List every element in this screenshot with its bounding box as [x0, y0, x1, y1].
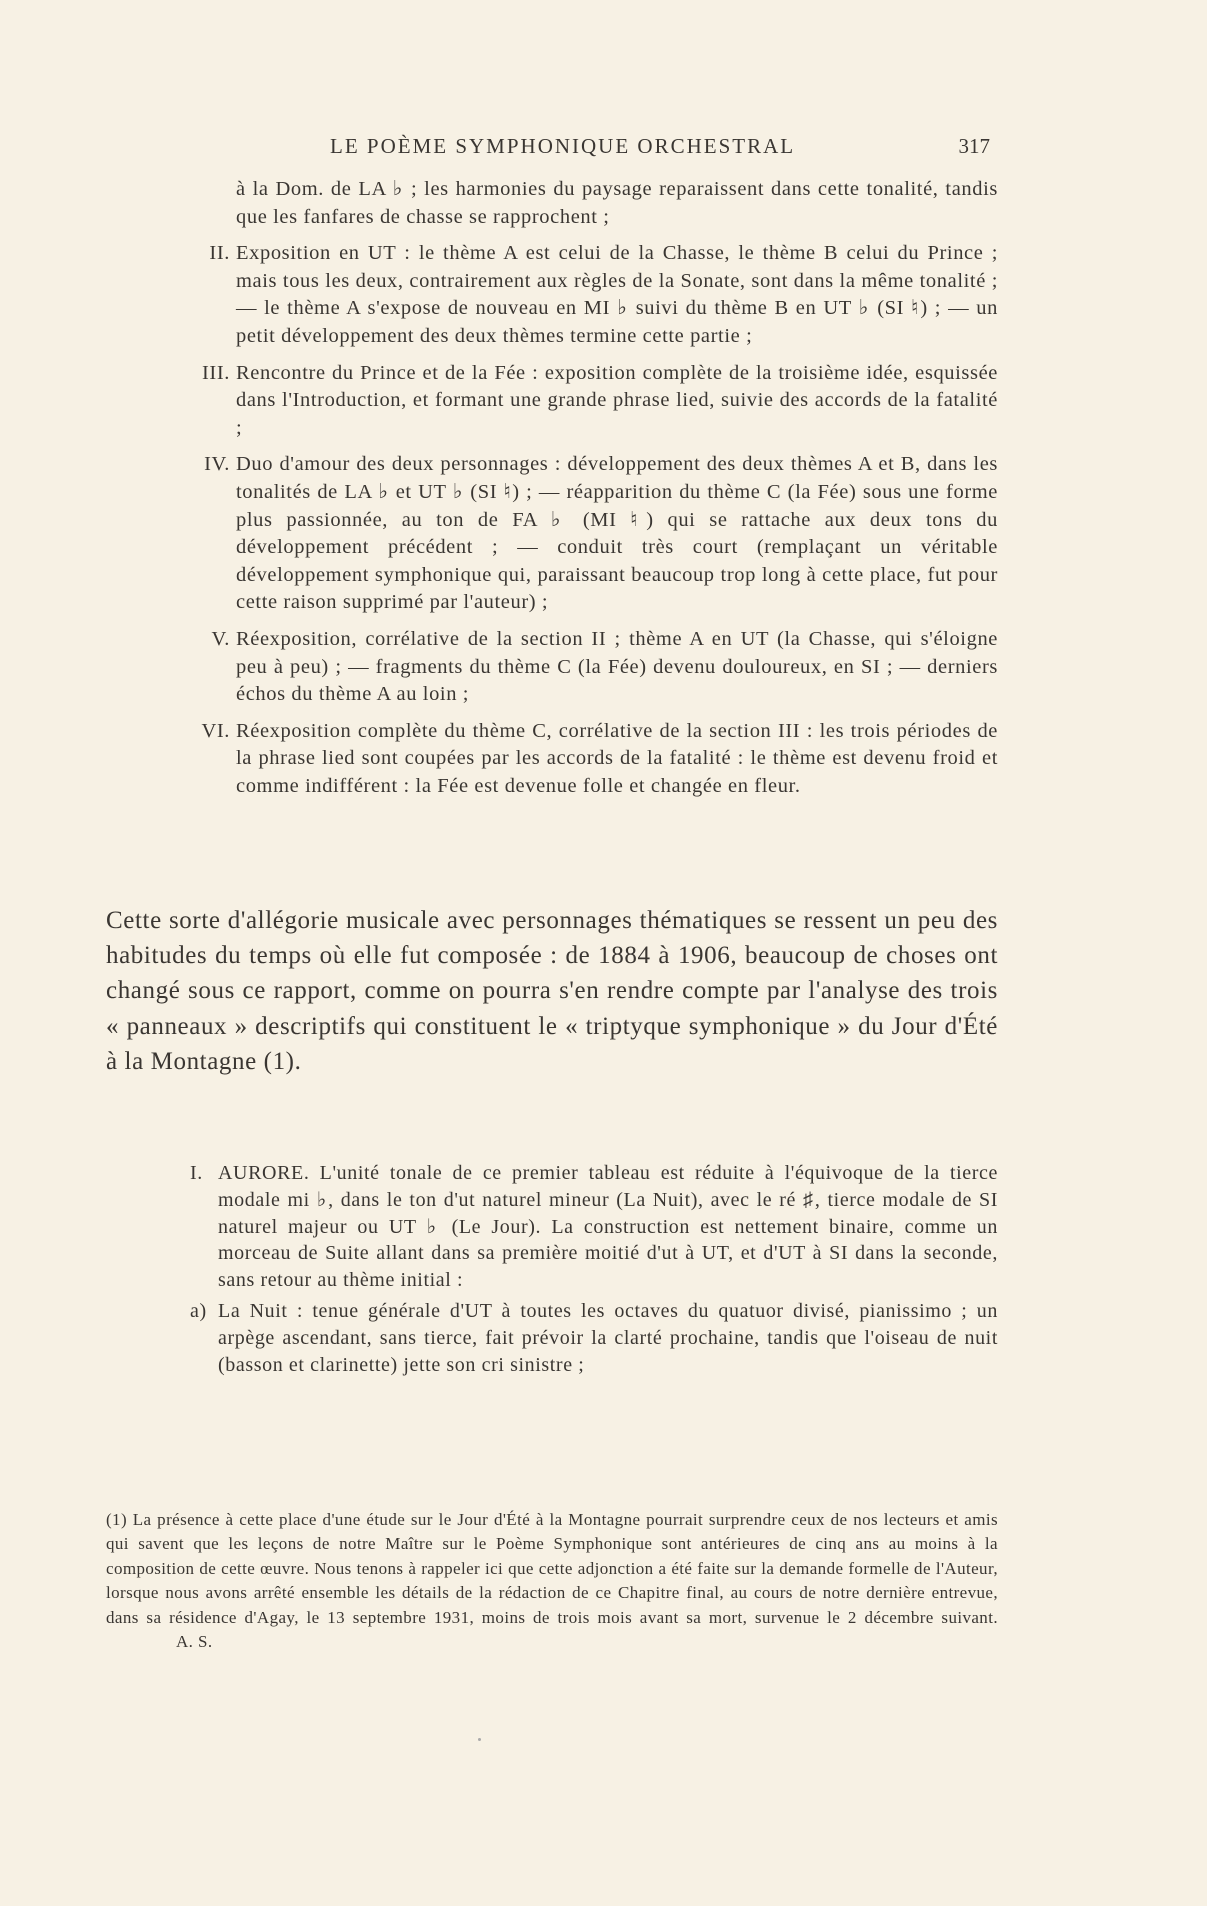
page-speck [478, 1738, 481, 1741]
item-text: Réexposition, corrélative de la section II ; thème A en UT (la Chasse, qui s'éloigne peu à peu) ; — fragments du thème C (la Fée) devenu douloureux, en SI ; — derniers échos du thème A au loin ; [236, 627, 998, 706]
list-item [190, 360, 998, 443]
list-item [190, 1298, 998, 1378]
list-item [190, 718, 998, 801]
list-item [190, 1160, 998, 1294]
running-title: LE POÈME SYMPHONIQUE ORCHESTRAL [330, 134, 796, 158]
body-paragraph: Cette sorte d'allégorie musicale avec personnages thématiques se ressent un peu des habitudes du temps où elle fut composée : de 1884 à 1906, beaucoup de choses ont changé sous ce rapport, comme on pourra s'en rendre compte par l'analyse des trois « panneaux » descriptifs qui constituent le « triptyque symphonique » du Jour d'Été à la Montagne (1). [106, 907, 998, 1075]
footnote-text: (1) La présence à cette place d'une étude sur le Jour d'Été à la Montagne pourrait surprendre ceux de nos lecteurs et amis qui savent que les leçons de notre Maître sur le Poème Symphonique sont antérieures de cinq ans au moins à la composition de cette œuvre. Nous tenons à rappeler ici que cette adjonction a été faite sur la demande formelle de l'Auteur, lorsque nous avons arrêté ensemble les détails de la rédaction de ce Chapitre final, au cours de notre dernière entrevue, dans sa résidence d'Agay, le 13 septembre 1931, moins de trois mois avant sa mort, survenue le 2 décembre suivant. [106, 1510, 998, 1627]
footnote-signature: A. S. [176, 1632, 213, 1652]
item-number: I. [190, 1162, 203, 1184]
list-item [190, 240, 998, 350]
item-number: IV. [204, 453, 230, 476]
item-number: III. [201, 361, 230, 384]
item-number: a) [190, 1299, 207, 1322]
item-text: Exposition en UT : le thème A est celui de la Chasse, le thème B celui du Prince ; mais tous les deux, contrairement aux règles de la Sonate, sont dans la même tonalité ; — le thème A s'expose de nouveau en MI ♭ suivi du thème B en UT ♭ (SI ♮) ; — un petit développement des deux thèmes termine cette partie ; [236, 242, 998, 347]
list-item [190, 626, 998, 709]
item-text: Duo d'amour des deux personnages : développement des deux thèmes A et B, dans les tonalités de LA ♭ et UT ♭ (SI ♮) ; — réapparition du thème C (la Fée) sous une forme plus passionnée, au ton de FA ♭ (MI ♮) qui se rattache aux deux tons du développement précédent ; — conduit très court (remplaçant un véritable développement symphonique qui, paraissant beaucoup trop long à cette place, fut pour cette raison supprimé par l'auteur) ; [236, 453, 998, 614]
item-text: AURORE. L'unité tonale de ce premier tableau est réduite à l'équivoque de la tierce modale mi ♭, dans le ton d'ut naturel mineur (La Nuit), avec le ré ♯, tierce modale de SI naturel majeur ou UT ♭ (Le Jour). La construction est nettement binaire, comme un morceau de Suite allant dans sa première moitié d'ut à UT, et d'UT à SI dans la seconde, sans retour au thème initial : [218, 1162, 998, 1292]
item-number: V. [211, 627, 230, 650]
aurore-list [190, 1160, 998, 1382]
item-number: VI. [201, 719, 230, 742]
item-text: La Nuit : tenue générale d'UT à toutes les octaves du quatuor divisé, pianissimo ; un arpège ascendant, sans tierce, fait prévoir la clarté prochaine, tandis que l'oiseau de nuit (basson et clarinette) jette son cri sinistre ; [218, 1299, 998, 1376]
item-number: II. [209, 242, 230, 265]
footnote [106, 1508, 998, 1654]
item-text: Réexposition complète du thème C, corrélative de la section III : les trois périodes de la phrase lied sont coupées par les accords de la fatalité : le thème est devenu froid et comme indifférent : la Fée est devenue folle et changée en fleur. [236, 719, 998, 797]
list-item [190, 451, 998, 617]
list-intro: à la Dom. de LA ♭ ; les harmonies du paysage reparaissent dans cette tonalité, tandis que les fanfares de chasse se rapprochent ; [236, 178, 998, 228]
page-number: 317 [958, 134, 990, 158]
item-text: Rencontre du Prince et de la Fée : exposition complète de la troisième idée, esquissée dans l'Introduction, et formant une grande phrase lied, suivie des accords de la fatalité ; [236, 361, 998, 439]
section-list [190, 176, 998, 809]
